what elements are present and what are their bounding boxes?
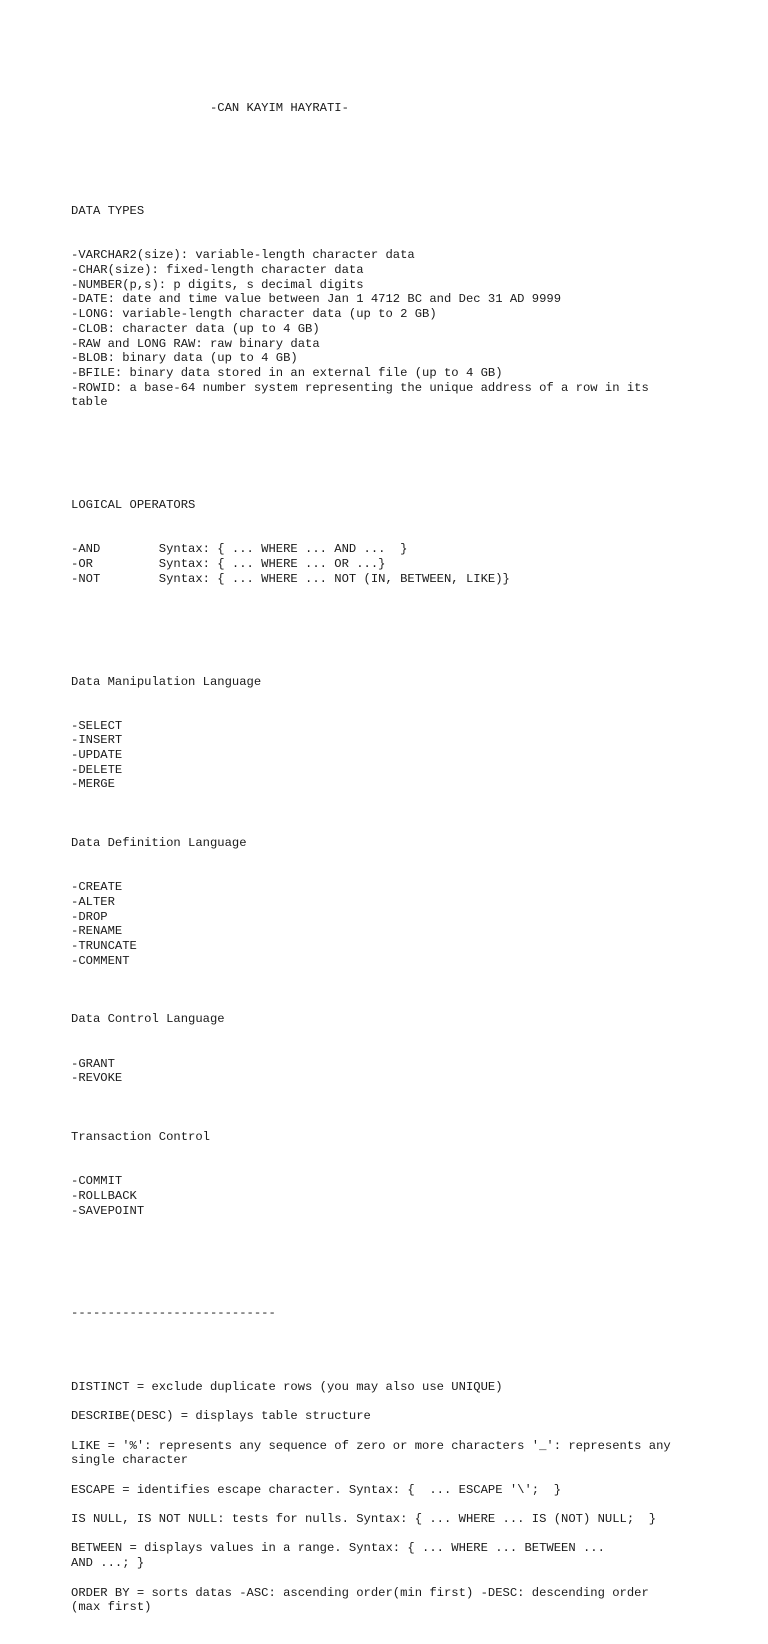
list-item: -CLOB: character data (up to 4 GB) bbox=[71, 321, 320, 336]
note-paragraph bbox=[71, 1541, 751, 1570]
logical-operators-list bbox=[71, 542, 751, 586]
note-line: ESCAPE = identifies escape character. Syntax: { ... ESCAPE '\'; } bbox=[71, 1482, 562, 1497]
note-paragraph bbox=[71, 1439, 751, 1468]
blank-line bbox=[71, 1468, 751, 1483]
list-item: -DATE: date and time value between Jan 1 4712 BC and Dec 31 AD 9999 bbox=[71, 292, 562, 307]
dcl-list bbox=[71, 1057, 751, 1086]
data-types-heading: DATA TYPES bbox=[71, 204, 145, 219]
list-item: -SAVEPOINT bbox=[71, 1203, 145, 1218]
note-line: BETWEEN = displays values in a range. Syntax: { ... WHERE ... BETWEEN ... bbox=[71, 1541, 605, 1556]
list-item: -TRUNCATE bbox=[71, 939, 137, 953]
blank-line bbox=[71, 616, 751, 631]
tcl-heading: Transaction Control bbox=[71, 1130, 210, 1145]
list-item: -OR Syntax: { ... WHERE ... OR ...} bbox=[71, 556, 386, 571]
blank-line bbox=[71, 1365, 751, 1380]
note-line: IS NULL, IS NOT NULL: tests for nulls. Syntax: { ... WHERE ... IS (NOT) NULL; } bbox=[71, 1512, 657, 1527]
ddl-heading: Data Definition Language bbox=[71, 836, 247, 851]
list-item: -UPDATE bbox=[71, 747, 123, 762]
list-item: -GRANT bbox=[71, 1056, 115, 1071]
list-item: -CREATE bbox=[71, 880, 123, 895]
blank-line bbox=[71, 439, 751, 454]
note-line: single character bbox=[71, 1453, 189, 1468]
list-item: table bbox=[71, 395, 108, 410]
note-paragraph bbox=[71, 1512, 751, 1527]
note-line: (max first) bbox=[71, 1600, 152, 1615]
note-line: DESCRIBE(DESC) = displays table structure bbox=[71, 1409, 371, 1424]
document-title: -CAN KAYIM HAYRATI- bbox=[71, 101, 349, 116]
dcl-heading: Data Control Language bbox=[71, 1012, 225, 1027]
list-item: -DROP bbox=[71, 909, 108, 924]
list-item: -AND Syntax: { ... WHERE ... AND ... } bbox=[71, 542, 408, 557]
blank-line bbox=[71, 1395, 751, 1410]
blank-line bbox=[71, 1248, 751, 1263]
separator-line: ---------------------------- bbox=[71, 1306, 276, 1321]
note-paragraph bbox=[71, 1483, 751, 1498]
blank-line bbox=[71, 1497, 751, 1512]
blank-line bbox=[71, 146, 751, 161]
note-line: AND ...; } bbox=[71, 1556, 145, 1571]
note-line: DISTINCT = exclude duplicate rows (you may also use UNIQUE) bbox=[71, 1379, 503, 1394]
note-paragraph bbox=[71, 1409, 751, 1424]
list-item: -DELETE bbox=[71, 762, 123, 777]
list-item: -MERGE bbox=[71, 777, 115, 792]
list-item: -BLOB: binary data (up to 4 GB) bbox=[71, 351, 298, 366]
note-line: LIKE = '%': represents any sequence of zero or more characters '_': represents any bbox=[71, 1438, 671, 1453]
ddl-list bbox=[71, 880, 751, 968]
list-item: -RENAME bbox=[71, 924, 123, 939]
list-item: -NUMBER(p,s): p digits, s decimal digits bbox=[71, 277, 364, 292]
list-item: -INSERT bbox=[71, 733, 123, 748]
list-item: -RAW and LONG RAW: raw binary data bbox=[71, 336, 320, 351]
note-line: ORDER BY = sorts datas -ASC: ascending order(min first) -DESC: descending order bbox=[71, 1585, 649, 1600]
data-types-list bbox=[71, 248, 751, 410]
list-item: -ALTER bbox=[71, 894, 115, 909]
blank-line bbox=[71, 1571, 751, 1586]
list-item: -REVOKE bbox=[71, 1071, 123, 1086]
note-paragraph bbox=[71, 1586, 751, 1615]
list-item: -LONG: variable-length character data (up to 2 GB) bbox=[71, 307, 437, 322]
blank-line bbox=[71, 1527, 751, 1542]
list-item: -ROLLBACK bbox=[71, 1188, 137, 1203]
list-item: -COMMENT bbox=[71, 953, 130, 968]
list-item: -NOT Syntax: { ... WHERE ... NOT (IN, BETWEEN, LIKE)} bbox=[71, 571, 510, 586]
list-item: -CHAR(size): fixed-length character data bbox=[71, 263, 364, 278]
dml-heading: Data Manipulation Language bbox=[71, 674, 262, 689]
list-item: -VARCHAR2(size): variable-length character data bbox=[71, 248, 415, 263]
document-body bbox=[71, 72, 751, 1644]
list-item: -BFILE: binary data stored in an external file (up to 4 GB) bbox=[71, 365, 503, 380]
list-item: -COMMIT bbox=[71, 1174, 123, 1189]
notes-section bbox=[71, 1365, 751, 1615]
tcl-list bbox=[71, 1174, 751, 1218]
blank-line bbox=[71, 1424, 751, 1439]
list-item: -ROWID: a base-64 number system representing the unique address of a row in its bbox=[71, 380, 649, 395]
note-paragraph bbox=[71, 1380, 751, 1395]
list-item: -SELECT bbox=[71, 718, 123, 733]
logical-operators-heading: LOGICAL OPERATORS bbox=[71, 498, 196, 513]
dml-list bbox=[71, 719, 751, 792]
